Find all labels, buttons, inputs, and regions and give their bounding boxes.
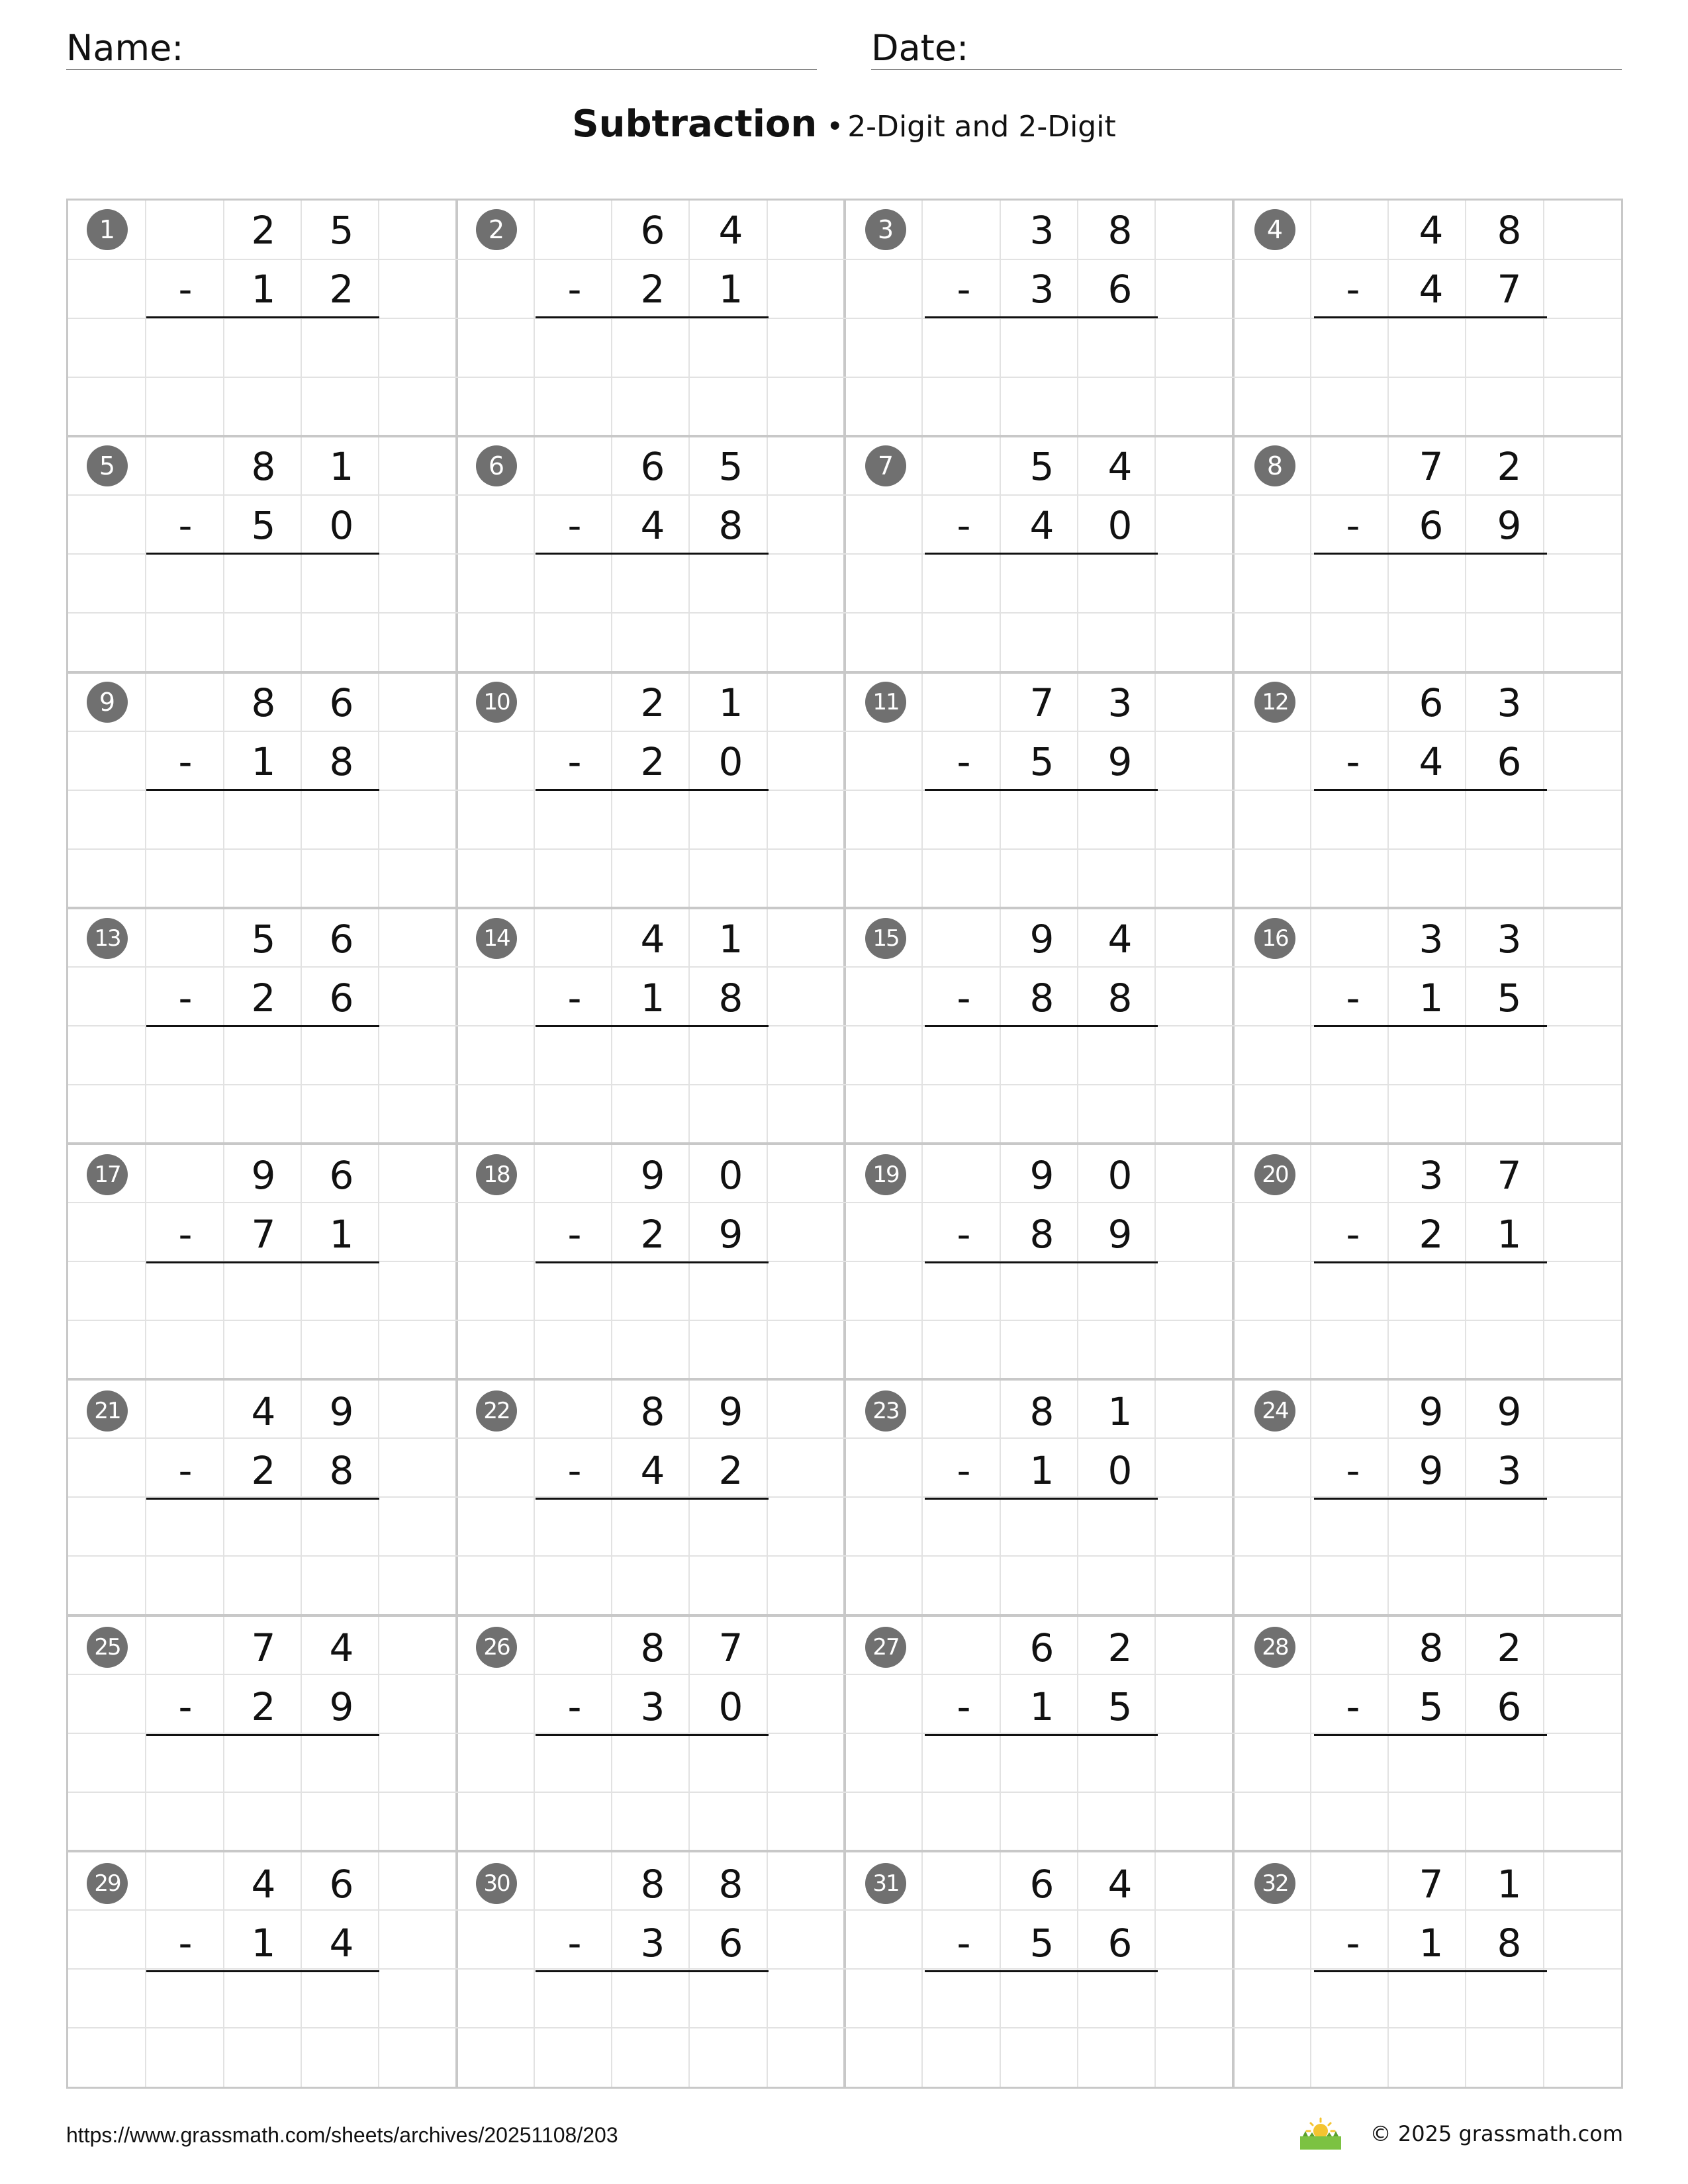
- answer-line: [146, 1970, 379, 1972]
- answer-line: [146, 553, 379, 555]
- subtrahend-digit: 8: [329, 1447, 354, 1493]
- minus-sign: -: [178, 266, 193, 312]
- minuend-digit: 2: [1497, 1625, 1522, 1670]
- minuend-digit: 8: [1029, 1388, 1055, 1434]
- problem-number-badge: 7: [865, 445, 906, 486]
- problem-number-badge: 17: [87, 1154, 128, 1195]
- problem-number-badge: 32: [1254, 1863, 1295, 1904]
- subtrahend-digit: 2: [718, 1447, 743, 1493]
- subtrahend-digit: 2: [640, 739, 665, 784]
- minus-sign: -: [1346, 1920, 1360, 1966]
- minuend-digit: 1: [718, 680, 743, 725]
- minuend-digit: 7: [1029, 680, 1055, 725]
- minuend-digit: 4: [718, 207, 743, 253]
- minus-sign: -: [178, 1920, 193, 1966]
- minus-sign: -: [567, 502, 582, 548]
- minus-sign: -: [567, 1684, 582, 1729]
- answer-line: [536, 1025, 769, 1027]
- subtrahend-digit: 6: [1497, 739, 1522, 784]
- subtrahend-digit: 9: [718, 1211, 743, 1257]
- subtrahend-digit: 0: [329, 502, 354, 548]
- problem-7: [847, 437, 1236, 673]
- subtrahend-digit: 1: [1419, 975, 1444, 1021]
- title-subtitle: 2-Digit and 2-Digit: [847, 110, 1116, 144]
- problem-23: [847, 1382, 1236, 1618]
- minuend-digit: 3: [1497, 916, 1522, 962]
- problem-number-badge: 26: [476, 1627, 517, 1668]
- problem-1: [68, 201, 457, 437]
- answer-line: [146, 1025, 379, 1027]
- subtrahend-digit: 4: [1419, 266, 1444, 312]
- answer-line: [536, 316, 769, 318]
- minus-sign: -: [178, 739, 193, 784]
- grass-sun-icon: [1297, 2116, 1344, 2151]
- problem-number-badge: 6: [476, 445, 517, 486]
- subtrahend-digit: 5: [251, 502, 276, 548]
- subtrahend-digit: 7: [1497, 266, 1522, 312]
- minuend-digit: 6: [329, 916, 354, 962]
- minuend-digit: 8: [1419, 1625, 1444, 1670]
- subtrahend-digit: 1: [1029, 1684, 1055, 1729]
- minuend-digit: 1: [1107, 1388, 1133, 1434]
- answer-line: [536, 1970, 769, 1972]
- name-label: Name:: [66, 27, 184, 69]
- minuend-digit: 8: [1107, 207, 1133, 253]
- minuend-digit: 9: [329, 1388, 354, 1434]
- problem-number-badge: 27: [865, 1627, 906, 1668]
- minus-sign: -: [178, 502, 193, 548]
- problem-19: [847, 1146, 1236, 1382]
- subtrahend-digit: 5: [1029, 1920, 1055, 1966]
- minus-sign: -: [567, 1920, 582, 1966]
- subtrahend-digit: 8: [1029, 975, 1055, 1021]
- answer-line: [1314, 789, 1547, 791]
- date-field[interactable]: [871, 26, 1622, 70]
- minuend-digit: 0: [1107, 1152, 1133, 1198]
- problem-number-badge: 31: [865, 1863, 906, 1904]
- date-label: Date:: [871, 27, 969, 69]
- minuend-digit: 4: [1107, 443, 1133, 489]
- subtrahend-digit: 5: [1029, 739, 1055, 784]
- minuend-digit: 7: [1419, 1861, 1444, 1907]
- problem-8: [1236, 437, 1625, 673]
- minuend-digit: 8: [251, 680, 276, 725]
- subtrahend-digit: 9: [1497, 502, 1522, 548]
- subtrahend-digit: 8: [1107, 975, 1133, 1021]
- minus-sign: -: [178, 1211, 193, 1257]
- minuend-digit: 1: [718, 916, 743, 962]
- subtrahend-digit: 2: [251, 1447, 276, 1493]
- minuend-digit: 9: [1419, 1388, 1444, 1434]
- subtrahend-digit: 2: [640, 1211, 665, 1257]
- subtrahend-digit: 4: [329, 1920, 354, 1966]
- subtrahend-digit: 0: [718, 739, 743, 784]
- answer-line: [536, 1734, 769, 1736]
- problem-15: [847, 909, 1236, 1146]
- minuend-digit: 4: [329, 1625, 354, 1670]
- problem-number-badge: 25: [87, 1627, 128, 1668]
- problem-18: [457, 1146, 847, 1382]
- minuend-digit: 2: [1107, 1625, 1133, 1670]
- subtrahend-digit: 1: [1419, 1920, 1444, 1966]
- problem-27: [847, 1618, 1236, 1854]
- subtrahend-digit: 5: [1419, 1684, 1444, 1729]
- minuend-digit: 6: [1419, 680, 1444, 725]
- subtrahend-digit: 9: [329, 1684, 354, 1729]
- problem-number-badge: 21: [87, 1390, 128, 1432]
- problem-number-badge: 15: [865, 918, 906, 959]
- minuend-digit: 3: [1419, 1152, 1444, 1198]
- problem-6: [457, 437, 847, 673]
- problem-4: [1236, 201, 1625, 437]
- minuend-digit: 9: [1029, 1152, 1055, 1198]
- subtrahend-digit: 4: [640, 1447, 665, 1493]
- minuend-digit: 1: [329, 443, 354, 489]
- minus-sign: -: [567, 1447, 582, 1493]
- minus-sign: -: [1346, 1684, 1360, 1729]
- answer-line: [925, 1025, 1158, 1027]
- problem-number-badge: 14: [476, 918, 517, 959]
- minuend-digit: 4: [251, 1388, 276, 1434]
- subtrahend-digit: 0: [1107, 1447, 1133, 1493]
- minuend-digit: 8: [251, 443, 276, 489]
- problem-number-badge: 4: [1254, 209, 1295, 250]
- subtrahend-digit: 3: [1029, 266, 1055, 312]
- problem-number-badge: 22: [476, 1390, 517, 1432]
- subtrahend-digit: 4: [640, 502, 665, 548]
- minuend-digit: 9: [718, 1388, 743, 1434]
- subtrahend-digit: 6: [329, 975, 354, 1021]
- problem-17: [68, 1146, 457, 1382]
- problem-32: [1236, 1854, 1625, 2091]
- subtrahend-digit: 2: [251, 1684, 276, 1729]
- minuend-digit: 6: [329, 1152, 354, 1198]
- answer-line: [925, 1970, 1158, 1972]
- problem-14: [457, 909, 847, 1146]
- subtrahend-digit: 6: [1107, 266, 1133, 312]
- problem-10: [457, 673, 847, 909]
- minuend-digit: 6: [640, 443, 665, 489]
- subtrahend-digit: 0: [718, 1684, 743, 1729]
- answer-line: [925, 316, 1158, 318]
- minus-sign: -: [957, 266, 971, 312]
- problem-29: [68, 1854, 457, 2091]
- subtrahend-digit: 6: [1419, 502, 1444, 548]
- subtrahend-digit: 1: [1497, 1211, 1522, 1257]
- problem-number-badge: 16: [1254, 918, 1295, 959]
- problem-number-badge: 20: [1254, 1154, 1295, 1195]
- minuend-digit: 8: [640, 1625, 665, 1670]
- answer-line: [146, 789, 379, 791]
- minus-sign: -: [1346, 1211, 1360, 1257]
- minuend-digit: 9: [1497, 1388, 1522, 1434]
- subtrahend-digit: 1: [251, 739, 276, 784]
- minuend-digit: 6: [1029, 1625, 1055, 1670]
- minuend-digit: 5: [251, 916, 276, 962]
- minus-sign: -: [1346, 739, 1360, 784]
- minuend-digit: 4: [640, 916, 665, 962]
- answer-line: [146, 316, 379, 318]
- subtrahend-digit: 2: [640, 266, 665, 312]
- subtrahend-digit: 6: [1497, 1684, 1522, 1729]
- problem-number-badge: 19: [865, 1154, 906, 1195]
- answer-line: [925, 1734, 1158, 1736]
- problem-21: [68, 1382, 457, 1618]
- minus-sign: -: [1346, 975, 1360, 1021]
- answer-line: [925, 1498, 1158, 1500]
- subtrahend-digit: 8: [1029, 1211, 1055, 1257]
- minuend-digit: 9: [640, 1152, 665, 1198]
- subtrahend-digit: 7: [251, 1211, 276, 1257]
- minus-sign: -: [1346, 1447, 1360, 1493]
- minus-sign: -: [178, 1684, 193, 1729]
- problem-number-badge: 24: [1254, 1390, 1295, 1432]
- problem-11: [847, 673, 1236, 909]
- minuend-digit: 3: [1497, 680, 1522, 725]
- problem-number-badge: 23: [865, 1390, 906, 1432]
- problem-31: [847, 1854, 1236, 2091]
- minuend-digit: 5: [329, 207, 354, 253]
- answer-line: [146, 1734, 379, 1736]
- subtrahend-digit: 8: [329, 739, 354, 784]
- minuend-digit: 3: [1419, 916, 1444, 962]
- minuend-digit: 4: [1419, 207, 1444, 253]
- minuend-digit: 9: [1029, 916, 1055, 962]
- problem-13: [68, 909, 457, 1146]
- problem-16: [1236, 909, 1625, 1146]
- subtrahend-digit: 2: [329, 266, 354, 312]
- subtrahend-digit: 1: [251, 1920, 276, 1966]
- problem-12: [1236, 673, 1625, 909]
- minuend-digit: 0: [718, 1152, 743, 1198]
- subtrahend-digit: 5: [1107, 1684, 1133, 1729]
- minuend-digit: 3: [1107, 680, 1133, 725]
- minus-sign: -: [957, 975, 971, 1021]
- minuend-digit: 6: [329, 680, 354, 725]
- minuend-digit: 6: [640, 207, 665, 253]
- subtrahend-digit: 9: [1107, 1211, 1133, 1257]
- problem-number-badge: 12: [1254, 682, 1295, 723]
- problem-number-badge: 3: [865, 209, 906, 250]
- problem-20: [1236, 1146, 1625, 1382]
- worksheet-grid: [66, 199, 1623, 2089]
- problem-26: [457, 1618, 847, 1854]
- answer-line: [1314, 1025, 1547, 1027]
- minuend-digit: 7: [251, 1625, 276, 1670]
- minuend-digit: 8: [640, 1861, 665, 1907]
- problem-number-badge: 9: [87, 682, 128, 723]
- problem-9: [68, 673, 457, 909]
- problem-22: [457, 1382, 847, 1618]
- answer-line: [146, 1261, 379, 1263]
- minuend-digit: 2: [640, 680, 665, 725]
- footer-copyright: © 2025 grassmath.com: [1370, 2121, 1623, 2146]
- answer-line: [536, 1498, 769, 1500]
- subtrahend-digit: 8: [1497, 1920, 1522, 1966]
- minuend-digit: 7: [718, 1625, 743, 1670]
- subtrahend-digit: 3: [640, 1920, 665, 1966]
- subtrahend-digit: 4: [1419, 739, 1444, 784]
- minuend-digit: 5: [718, 443, 743, 489]
- answer-line: [536, 1261, 769, 1263]
- minuend-digit: 1: [1497, 1861, 1522, 1907]
- problem-30: [457, 1854, 847, 2091]
- answer-line: [925, 789, 1158, 791]
- problem-25: [68, 1618, 457, 1854]
- minus-sign: -: [957, 1920, 971, 1966]
- minus-sign: -: [957, 1211, 971, 1257]
- problem-number-badge: 30: [476, 1863, 517, 1904]
- minus-sign: -: [178, 1447, 193, 1493]
- answer-line: [925, 553, 1158, 555]
- problem-5: [68, 437, 457, 673]
- subtrahend-digit: 0: [1107, 502, 1133, 548]
- subtrahend-digit: 1: [251, 266, 276, 312]
- problem-number-badge: 8: [1254, 445, 1295, 486]
- worksheet-title: [0, 103, 1688, 146]
- subtrahend-digit: 6: [718, 1920, 743, 1966]
- answer-line: [1314, 1498, 1547, 1500]
- minuend-digit: 2: [251, 207, 276, 253]
- problem-number-badge: 28: [1254, 1627, 1295, 1668]
- minus-sign: -: [567, 975, 582, 1021]
- answer-line: [925, 1261, 1158, 1263]
- minus-sign: -: [957, 1447, 971, 1493]
- minuend-digit: 2: [1497, 443, 1522, 489]
- minus-sign: -: [1346, 266, 1360, 312]
- subtrahend-digit: 1: [329, 1211, 354, 1257]
- problem-24: [1236, 1382, 1625, 1618]
- minuend-digit: 6: [329, 1861, 354, 1907]
- minuend-digit: 5: [1029, 443, 1055, 489]
- answer-line: [1314, 1261, 1547, 1263]
- subtrahend-digit: 3: [640, 1684, 665, 1729]
- subtrahend-digit: 9: [1419, 1447, 1444, 1493]
- minus-sign: -: [567, 739, 582, 784]
- subtrahend-digit: 8: [718, 975, 743, 1021]
- minuend-digit: 9: [251, 1152, 276, 1198]
- minus-sign: -: [178, 975, 193, 1021]
- subtrahend-digit: 5: [1497, 975, 1522, 1021]
- answer-line: [1314, 1970, 1547, 1972]
- subtrahend-digit: 2: [1419, 1211, 1444, 1257]
- minuend-digit: 8: [718, 1861, 743, 1907]
- answer-line: [1314, 1734, 1547, 1736]
- answer-line: [1314, 316, 1547, 318]
- title-separator: •: [826, 110, 844, 144]
- name-field[interactable]: [66, 26, 817, 70]
- minus-sign: -: [957, 1684, 971, 1729]
- footer-right: [1297, 2115, 1623, 2152]
- minuend-digit: 4: [1107, 916, 1133, 962]
- minuend-digit: 4: [1107, 1861, 1133, 1907]
- problem-number-badge: 11: [865, 682, 906, 723]
- minus-sign: -: [567, 1211, 582, 1257]
- problem-number-badge: 10: [476, 682, 517, 723]
- minuend-digit: 4: [251, 1861, 276, 1907]
- minuend-digit: 8: [640, 1388, 665, 1434]
- answer-line: [146, 1498, 379, 1500]
- minuend-digit: 7: [1497, 1152, 1522, 1198]
- problem-number-badge: 18: [476, 1154, 517, 1195]
- footer-url: https://www.grassmath.com/sheets/archives/20251108/203: [66, 2123, 618, 2147]
- minuend-digit: 8: [1497, 207, 1522, 253]
- problem-3: [847, 201, 1236, 437]
- subtrahend-digit: 1: [1029, 1447, 1055, 1493]
- minuend-digit: 7: [1419, 443, 1444, 489]
- subtrahend-digit: 3: [1497, 1447, 1522, 1493]
- minuend-digit: 6: [1029, 1861, 1055, 1907]
- minus-sign: -: [567, 266, 582, 312]
- problem-28: [1236, 1618, 1625, 1854]
- problem-2: [457, 201, 847, 437]
- title-main: Subtraction: [572, 103, 818, 146]
- subtrahend-digit: 9: [1107, 739, 1133, 784]
- problem-number-badge: 5: [87, 445, 128, 486]
- subtrahend-digit: 1: [640, 975, 665, 1021]
- subtrahend-digit: 4: [1029, 502, 1055, 548]
- problem-number-badge: 2: [476, 209, 517, 250]
- subtrahend-digit: 2: [251, 975, 276, 1021]
- problem-number-badge: 13: [87, 918, 128, 959]
- subtrahend-digit: 6: [1107, 1920, 1133, 1966]
- problem-number-badge: 29: [87, 1863, 128, 1904]
- subtrahend-digit: 8: [718, 502, 743, 548]
- minuend-digit: 3: [1029, 207, 1055, 253]
- answer-line: [536, 789, 769, 791]
- answer-line: [536, 553, 769, 555]
- minus-sign: -: [957, 502, 971, 548]
- minus-sign: -: [957, 739, 971, 784]
- problem-number-badge: 1: [87, 209, 128, 250]
- answer-line: [1314, 553, 1547, 555]
- subtrahend-digit: 1: [718, 266, 743, 312]
- minus-sign: -: [1346, 502, 1360, 548]
